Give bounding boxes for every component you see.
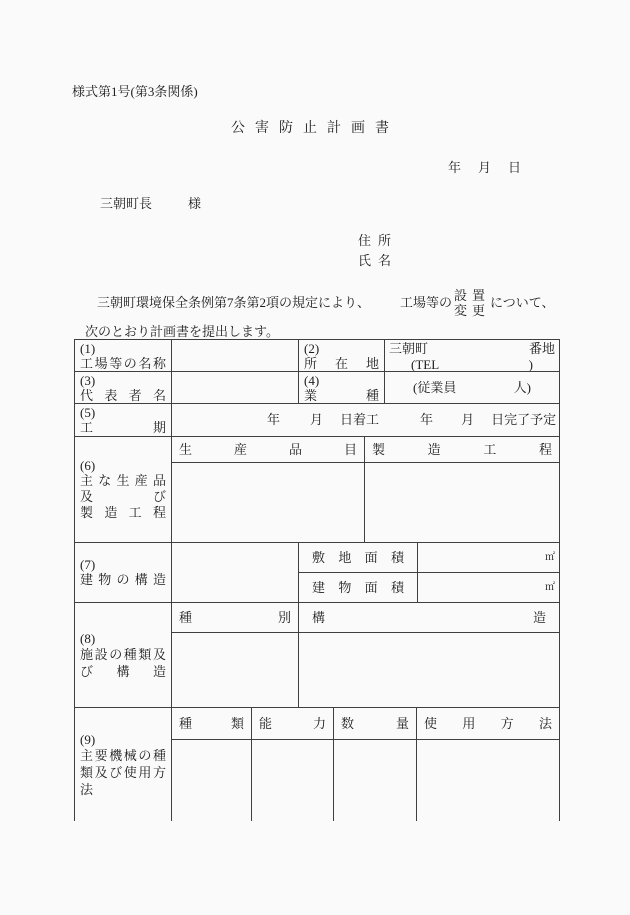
month-label: 月 [478,160,492,175]
building-structure-input-cell [172,543,299,603]
field-3-input-cell [172,372,299,404]
finish-month: 月 [461,412,475,427]
field-5-value-cell [172,404,560,437]
addressee: 三朝町長 [100,196,153,211]
field-2-town-line [385,341,559,357]
addressee-line [100,196,201,212]
field-2-number: (2) [304,341,320,356]
start-year: 年 [267,412,281,427]
intro-line1 [97,286,555,320]
finish-year: 年 [420,412,434,427]
site-area-header: 敷 地 面 積 [312,549,404,565]
machine-type-header: 種 類 [179,715,244,731]
start-month: 月 [310,412,324,427]
building-area-value-cell [418,573,560,603]
machine-usage-input-cell [417,740,560,821]
field-1-label-cell [75,340,172,372]
field-1-input-cell [172,340,299,372]
field-3-number: (3) [80,373,96,388]
machine-quantity-header: 数 量 [341,715,409,731]
field-7-label: 建 物 の 構 造 [80,572,166,587]
field-6-label-line1: 主 な 生 産 品 [80,473,166,488]
field-4-value-cell [385,372,560,404]
machine-quantity-header-cell [334,708,417,740]
start-day: 日着工 [340,412,380,427]
field-4-label: 業 種 [304,388,379,403]
products-header-cell [172,437,365,463]
process-input-cell [365,463,560,543]
year-label: 年 [448,160,462,175]
employee-count-line [385,380,559,396]
field-6-number: (6) [80,458,96,473]
field-4-number: (4) [304,373,320,388]
date-line [448,160,521,176]
tel-open: (TEL [411,357,440,372]
intro-mid: 工場等の [400,295,453,310]
town-prefix: 三朝町 [389,341,429,356]
name-label: 氏名 [358,253,399,268]
field-8-label-cell [75,603,172,708]
tel-close: ) [528,357,533,372]
honorific: 様 [188,196,202,211]
intro-line2: 次のとおり計画書を提出します。 [85,324,279,339]
machine-quantity-input-cell [334,740,417,821]
option-setup: 設置 [454,288,491,303]
field-6-label-line3: 製 造 工 程 [80,505,166,520]
field-9-label-line3: 法 [80,781,94,797]
field-6-label-line2: 及 び [80,489,166,504]
building-area-header: 建 物 面 積 [312,579,404,595]
field-3-label: 代 表 者 名 [80,388,166,403]
form-title: 公害防止計画書 [231,121,399,136]
products-header: 生 産 品 目 [179,441,357,457]
field-2-label-cell [299,340,385,372]
machine-capacity-input-cell [252,740,334,821]
machine-type-input-cell [172,740,252,821]
field-8-label-line1: 施 設 の 種 類 及 [80,646,166,662]
option-change: 変更 [454,303,491,318]
site-area-value-cell [418,543,560,573]
field-2-value-cell [385,340,560,372]
field-5-label-cell [75,404,172,437]
field-3-label-cell [75,372,172,404]
employee-close: 人) [513,379,531,395]
site-area-header-cell [299,543,418,573]
building-area-unit: ㎡ [545,581,555,593]
machine-usage-header-cell [417,708,560,740]
setup-or-change-options [454,288,490,318]
facility-structure-header: 構 造 [312,609,546,625]
facility-structure-header-cell [299,603,560,633]
process-header: 製 造 工 程 [372,441,552,457]
machine-capacity-header: 能 力 [259,715,326,731]
field-9-number: (9) [80,731,96,747]
field-8-label-line2: び 構 造 [80,663,166,679]
field-1-label: 工 場 等 の 名 称 [80,356,166,371]
site-area-unit: ㎡ [545,551,555,563]
field-9-label-line2: 類 及 び 使 用 方 [80,764,166,780]
field-6-label-cell [75,437,172,543]
field-5-number: (5) [80,405,96,420]
machine-capacity-header-cell [252,708,334,740]
facility-type-header: 種 別 [179,609,291,625]
day-label: 日 [508,160,522,175]
field-1-number: (1) [80,341,96,356]
employee-open: (従業員 [413,379,457,395]
facility-type-input-cell [172,633,299,708]
intro-prefix: 三朝町環境保全条例第7条第2項の規定により、 [97,295,371,310]
submitter-block [358,231,398,271]
field-9-label-line1: 主 要 機 械 の 種 [80,747,166,763]
intro-suffix: について、 [490,295,555,310]
machine-type-header-cell [172,708,252,740]
field-5-label: 工 期 [80,420,166,435]
address-label: 住所 [358,233,399,248]
field-9-label-cell [75,708,172,821]
form-number: 様式第1号(第3条関係) [72,84,198,99]
plan-table [74,339,560,821]
field-2-tel-line [385,357,559,372]
finish-day: 日完了予定 [491,412,557,427]
field-8-number: (8) [80,630,96,646]
field-4-label-cell [299,372,385,404]
field-2-label: 所 在 地 [304,356,379,371]
facility-structure-input-cell [299,633,560,708]
products-input-cell [172,463,365,543]
building-area-header-cell [299,573,418,603]
field-7-label-cell [75,543,172,603]
process-header-cell [365,437,560,463]
lot-suffix: 番地 [528,341,555,356]
facility-type-header-cell [172,603,299,633]
machine-usage-header: 使 用 方 法 [424,715,552,731]
field-7-number: (7) [80,557,96,572]
